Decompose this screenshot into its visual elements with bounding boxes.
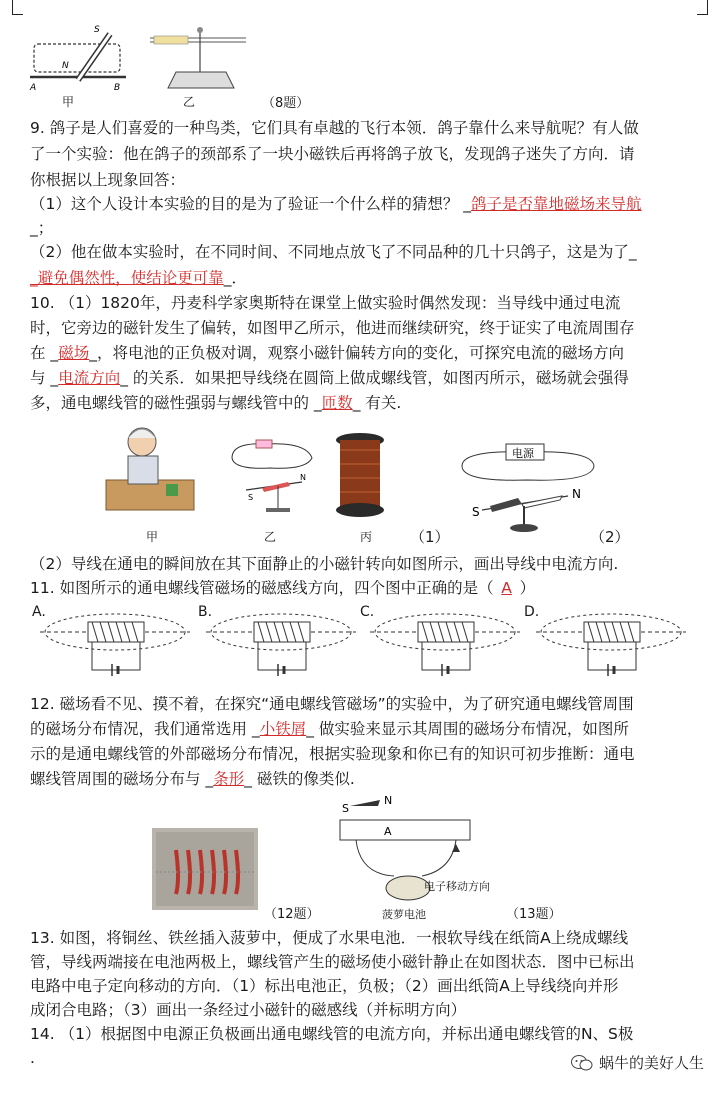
label-n-yi: N bbox=[300, 473, 306, 482]
q12-line-3: 示的是通电螺线管的外部磁场分布情况，根据实验现象和你已有的知识可初步推断：通电 bbox=[30, 745, 635, 763]
caption-jia: 甲 bbox=[62, 95, 75, 109]
q11-answer: A bbox=[501, 579, 512, 597]
q9-line-7-end: _． bbox=[223, 269, 248, 287]
label-a: A bbox=[30, 83, 37, 93]
q10-l5-b: _ 有关. bbox=[352, 394, 402, 412]
q12-answer-1: 小铁屑 bbox=[259, 720, 307, 738]
label-electron-flow-text: 电子移动方向 bbox=[424, 880, 490, 893]
label-n-2: N bbox=[572, 487, 581, 501]
figure-8-yi bbox=[148, 22, 248, 92]
q10-part2: （2）导线在通电的瞬间放在其下面静止的小磁针转向如图所示，画出导线中电流方向. bbox=[30, 555, 619, 573]
q9-line-4 bbox=[30, 192, 700, 216]
option-c-label: C. bbox=[360, 604, 375, 620]
option-a-solenoid bbox=[40, 608, 190, 684]
q12-line-1: 12. 磁场看不见、摸不着，在探究“通电螺线管磁场”的实验中，为了研究通电螺线管周围 bbox=[30, 695, 634, 713]
caption-10-part1: （1） bbox=[410, 528, 450, 546]
wechat-icon bbox=[571, 1054, 593, 1072]
figure-8-jia bbox=[28, 22, 128, 97]
label-s: S bbox=[94, 25, 100, 35]
figure-12-iron-filings bbox=[152, 828, 258, 910]
q13-line-3: 电路中电子定向移动的方向．（1）标出电池正，负极；（2）画出纸筒A上导线绕向并形 bbox=[30, 977, 619, 995]
q9-part1-text: （1）这个人设计本实验的目的是为了验证一个什么样的猜想？ _ bbox=[30, 195, 472, 213]
q9-line-6: （2）他在做本实验时，在不同时间、不同地点放飞了不同品种的几十只鸽子，这是为了_ bbox=[30, 243, 637, 261]
q14-line-2: . bbox=[30, 1049, 35, 1067]
q10-answer-3: 匝数 bbox=[321, 394, 353, 412]
label-s-13: S bbox=[342, 802, 349, 815]
q10-line-2: 时，它旁边的磁针发生了偏转，如图甲乙所示，他进而继续研究，终于证实了电流周围存 bbox=[30, 319, 635, 337]
figure-10-yi-wire bbox=[226, 428, 318, 518]
q13-line-2: 管，导线两端接在电池两极上，螺线管产生的磁场使小磁针静止在如图状态．图中已标出 bbox=[30, 953, 635, 971]
q13-line-1: 13. 如图，将铜丝、铁丝插入菠萝中，便成了水果电池．一根软导线在纸筒A上绕成螺线 bbox=[30, 929, 629, 947]
watermark-text: 蜗牛的美好人生 bbox=[598, 1054, 704, 1072]
q10-answer-1: 磁场 bbox=[58, 344, 90, 362]
label-battery: 菠萝电池 bbox=[382, 908, 426, 921]
q10-l3-a: 在 _ bbox=[30, 344, 59, 362]
q9-answer-2: _避免偶然性，使结论更可靠 bbox=[30, 269, 224, 287]
q10-l4-b: _ 的关系．如果把导线绕在圆筒上做成螺线管，如图丙所示，磁场就会强得 bbox=[120, 369, 629, 387]
corner-mark-right bbox=[697, 0, 708, 15]
figure-10-part2 bbox=[452, 440, 602, 532]
q10-l4-a: 与 _ bbox=[30, 369, 59, 387]
caption-q8: （8题） bbox=[262, 96, 310, 111]
label-n: N bbox=[62, 61, 69, 71]
q9-line-2: 了一个实验：他在鸽子的颈部系了一块小磁铁后再将鸽子放飞，发现鸽子迷失了方向．请 bbox=[30, 145, 635, 163]
q9-line-1: 9. 鸽子是人们喜爱的一种鸟类，它们具有卓越的飞行本领．鸽子靠什么来导航呢？有人做 bbox=[30, 119, 639, 137]
q12-line-2 bbox=[30, 717, 700, 741]
q10-line-3 bbox=[30, 341, 700, 365]
caption-yi: 乙 bbox=[183, 95, 196, 109]
q10-line-4 bbox=[30, 366, 700, 390]
label-a-13: A bbox=[384, 825, 392, 838]
q10-line-5 bbox=[30, 391, 700, 415]
q11-text-end: ） bbox=[519, 579, 536, 597]
q10-line-1: 10. （1）1820年，丹麦科学家奥斯特在课堂上做实验时偶然发现：当导线中通过电流 bbox=[30, 294, 621, 312]
caption-q13: （13题） bbox=[506, 907, 562, 922]
q12-l2-b: _ 做实验来显示其周围的磁场分布情况，如图所 bbox=[306, 720, 629, 738]
q9-answer-1: 鸽子是否靠地磁场来导航 bbox=[471, 195, 642, 213]
q12-answer-2: 条形 bbox=[213, 770, 245, 788]
option-a-label: A. bbox=[32, 604, 46, 620]
option-d-solenoid bbox=[536, 608, 686, 684]
caption-10-yi: 乙 bbox=[264, 530, 277, 544]
watermark bbox=[571, 1052, 704, 1073]
q12-l4-a: 螺线管周围的磁场分布与 _ bbox=[30, 770, 214, 788]
q11-options bbox=[30, 600, 710, 686]
q9-line-3: 你根据以上现象回答： bbox=[30, 171, 186, 189]
caption-10-part2: （2） bbox=[590, 528, 630, 546]
option-c-solenoid bbox=[370, 608, 520, 684]
figure-10-jia-scientist bbox=[100, 420, 200, 520]
q10-l5-a: 多，通电螺线管的磁性强弱与螺线管中的 _ bbox=[30, 394, 322, 412]
label-s-2: S bbox=[472, 505, 480, 519]
figure-13-solenoid-battery bbox=[336, 790, 476, 920]
q9-line-7 bbox=[30, 266, 700, 290]
q11-line bbox=[30, 576, 700, 600]
q12-l2-a: 的磁场分布情况，我们通常选用 _ bbox=[30, 720, 260, 738]
figure-10-bing-coil bbox=[330, 430, 390, 522]
q14-line-1: 14. （1）根据图中电源正负极画出通电螺线管的电流方向，并标出通电螺线管的N、S极 bbox=[30, 1025, 634, 1043]
label-s-yi: S bbox=[248, 493, 254, 502]
q12-l4-b: _ 磁铁的像类似. bbox=[244, 770, 355, 788]
q10-answer-2: 电流方向 bbox=[58, 369, 121, 387]
label-n-13: N bbox=[384, 794, 393, 807]
option-b-label: B. bbox=[198, 604, 213, 620]
corner-mark-left bbox=[12, 0, 23, 15]
option-d-label: D. bbox=[524, 604, 540, 620]
q10-l3-b: _，将电池的正负极对调，观察小磁针偏转方向的变化，可探究电流的磁场方向 bbox=[89, 344, 624, 362]
q11-text: 11. 如图所示的通电螺线管磁场的磁感线方向，四个图中正确的是（ bbox=[30, 579, 494, 597]
q13-line-4: 成闭合电路；（3）画出一条经过小磁针的磁感线（并标明方向） bbox=[30, 1001, 467, 1019]
caption-10-jia: 甲 bbox=[146, 530, 159, 544]
q9-line-5: _； bbox=[30, 219, 54, 237]
q12-line-4 bbox=[30, 767, 700, 791]
caption-q12: （12题） bbox=[264, 907, 320, 922]
option-b-solenoid bbox=[206, 608, 356, 684]
label-b: B bbox=[114, 83, 121, 93]
label-source: 电源 bbox=[512, 447, 534, 460]
caption-10-bing: 丙 bbox=[360, 530, 373, 544]
